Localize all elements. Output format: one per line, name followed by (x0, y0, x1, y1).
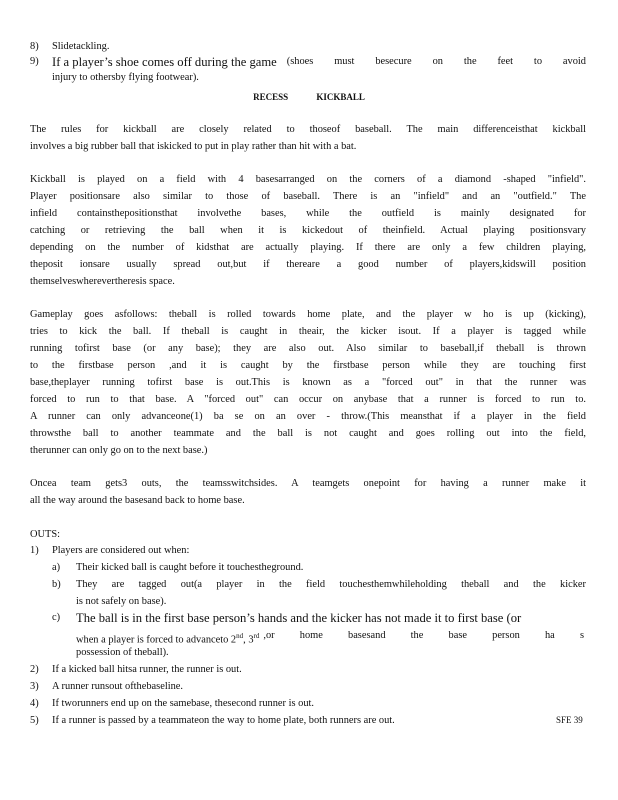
paragraph-line: Oncea team gets3 outs, the teamsswitchsides. A teamgets onepoint for having a runner make it (30, 478, 586, 489)
item-text: If a kicked ball hitsa runner, the runner is out. (52, 664, 242, 675)
item-number: 5) (30, 715, 39, 726)
rule-item-9 (30, 55, 586, 69)
page-title: RECESS KICKBALL (253, 92, 365, 102)
paragraph-line: Player positionsare also similar to those of baseball. There is an "infield" and an "outfield." The (30, 191, 586, 202)
item-text: A runner runsout ofthebaseline. (52, 681, 184, 692)
item-text: Slidetackling. (52, 41, 110, 52)
subitem-text-part: when a player is forced to advanceto 2 (76, 634, 237, 646)
subitem-letter: b) (52, 579, 61, 590)
paragraph-line: forced to run to that base. A "forced out" can occur on anybase that a runner is forced to run to. (30, 394, 586, 405)
item-number: 4) (30, 698, 39, 709)
paragraph-line: infield containsthepositionsthat involvethe bases, while the outfield is mainly designated for (30, 208, 586, 219)
subitem-continuation: is not safely on base). (76, 596, 167, 607)
page-footer: SFE 39 (556, 715, 583, 725)
outs-item-1 (30, 544, 189, 558)
outs-item-2 (30, 663, 242, 677)
paragraph-line: themselveswherevertheresis space. (30, 276, 175, 287)
paragraph-line: therunner can only go on to the next base.) (30, 445, 208, 456)
subitem-c-line-2 (76, 629, 584, 647)
paragraph-line: Kickball is played on a field with 4 basesarranged on the corners of a diamond -shaped "infield". (30, 174, 586, 185)
item-number: 2) (30, 664, 39, 675)
subitem-continuation: possession of theball). (76, 647, 169, 658)
item-text: If tworunners end up on the samebase, thesecond runner is out. (52, 698, 315, 709)
paragraph-line: throwsthe ball to another teammate and the ball is not caught and goes rolling out into the field, (30, 428, 586, 439)
paragraph-line: base,theplayer running tofirst base is out.This is known as a "forced out" in that the runner was (30, 377, 586, 388)
outs-item-4 (30, 697, 314, 711)
paragraph-line: all the way around the basesand back to home base. (30, 495, 245, 506)
subitem-text: Their kicked ball is caught before it touchestheground. (76, 562, 304, 573)
paragraph-line: to the firstbase person ,and it is caught by the firstbase person while they are touching first (30, 360, 586, 371)
item-lead-text: If a player’s shoe comes off during the game (52, 55, 277, 69)
paragraph-line: The rules for kickball are closely related to thoseof baseball. The main differenceisthat kickball (30, 124, 586, 135)
outs-item-3 (30, 680, 183, 694)
paragraph-line: running tofirst base (or any base); they are also out. Also similar to baseball,if theball is thrown (30, 343, 586, 354)
outs-subitem-b (52, 578, 586, 592)
paragraph-line: involves a big rubber ball that iskicked to put in play rather than hit with a bat. (30, 141, 357, 152)
item-number: 9) (30, 56, 39, 67)
item-text: (shoes must besecure on the feet to avoid (286, 56, 586, 67)
subitem-text: They are tagged out(a player in the field touchesthemwhileholding theball and the kicker (76, 579, 586, 590)
subitem-text-part: , 3 (243, 634, 254, 646)
paragraph-line: depending on the number of kidsthat are actually playing. If there are only a few children playing, (30, 242, 586, 253)
paragraph-line: catching or retrieving the ball when it is kickedout of theinfield. Actual playing positionsvary (30, 225, 586, 236)
outs-heading: OUTS: (30, 529, 61, 540)
item-number: 1) (30, 545, 39, 556)
subitem-letter: c) (52, 612, 61, 623)
ordinal-suffix: nd (236, 632, 244, 640)
outs-subitem-a (52, 561, 303, 575)
outs-item-5 (30, 714, 395, 728)
rule-item-9-continuation: injury to othersby flying footwear). (52, 72, 199, 83)
item-text: Players are considered out when: (52, 545, 190, 556)
subitem-text: The ball is in the first base person’s hands and the kicker has not made it to first base (or (76, 611, 522, 625)
subitem-letter: a) (52, 562, 61, 573)
item-text: If a runner is passed by a teammateon the way to home plate, both runners are out. (52, 715, 395, 726)
paragraph-line: tries to kick the ball. If theball is caught in theair, the kicker isout. If a player is tagged while (30, 326, 586, 337)
subitem-text-part: ,or home basesand the base person ha s (263, 630, 584, 641)
outs-subitem-c (52, 611, 588, 625)
paragraph-line: Gameplay goes asfollows: theball is rolled towards home plate, and the player w ho is up (kicking), (30, 309, 586, 320)
paragraph-line: A runner can only advanceone(1) ba se on an over - throw.(This meansthat if a player in the field (30, 411, 586, 422)
rule-item-8 (30, 40, 109, 54)
item-number: 3) (30, 681, 39, 692)
item-number: 8) (30, 41, 39, 52)
paragraph-line: theposit ionsare usually spread out,but if thereare a good number of players,kidswill position (30, 259, 586, 270)
ordinal-suffix: rd (253, 632, 260, 640)
